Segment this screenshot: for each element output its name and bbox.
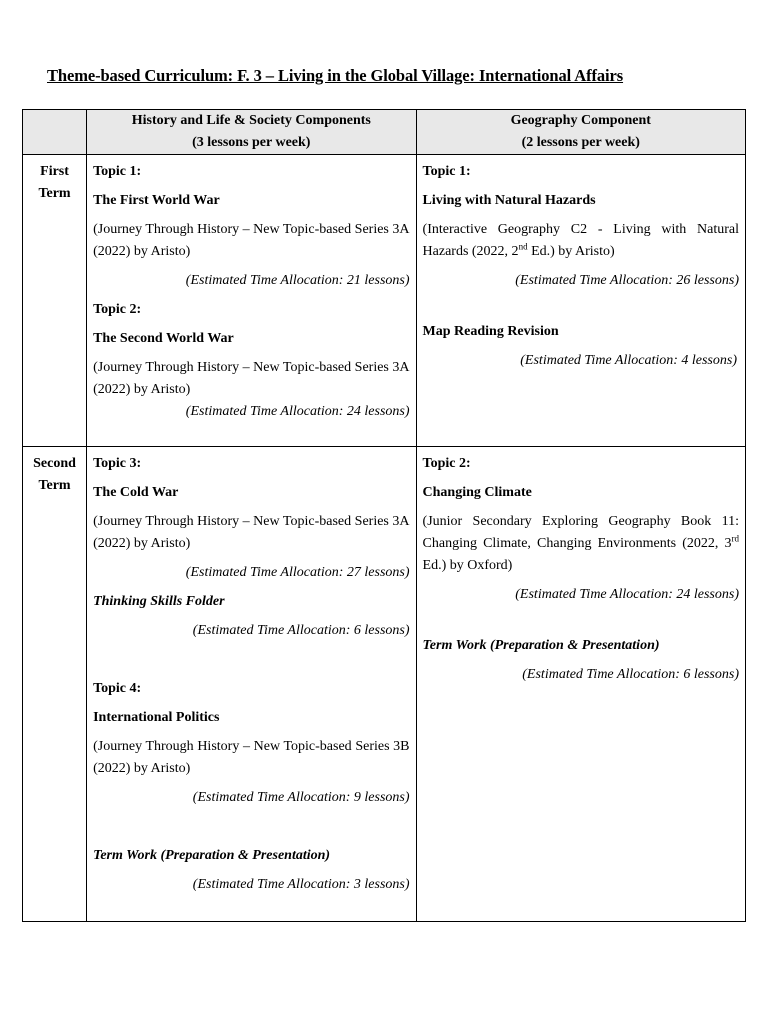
time-allocation: (Estimated Time Allocation: 4 lessons) xyxy=(520,353,737,368)
textbook-text: Ed.) by Oxford) xyxy=(422,558,513,573)
textbook-reference: (Journey Through History – New Topic-based Series 3A (2022) by Aristo) xyxy=(93,222,410,259)
topic-title: The First World War xyxy=(93,193,220,208)
header-geography xyxy=(416,110,745,155)
header-history-title: History and Life & Society Components xyxy=(131,113,371,128)
term-label-line: Term xyxy=(38,186,71,201)
topic-heading: Topic 2: xyxy=(422,456,471,471)
header-empty-cell xyxy=(23,110,87,155)
second-term-label xyxy=(23,447,87,922)
topic-title: Thinking Skills Folder xyxy=(93,594,225,609)
header-history xyxy=(87,110,416,155)
topic-title: The Second World War xyxy=(93,331,234,346)
textbook-reference: (Journey Through History – New Topic-based Series 3A (2022) by Aristo) xyxy=(93,514,410,551)
document-title: Theme-based Curriculum: F. 3 – Living in the Global Village: International Affairs xyxy=(47,66,624,85)
header-geography-lessons: (2 lessons per week) xyxy=(521,135,640,150)
curriculum-table xyxy=(22,109,746,922)
term-label-line: First xyxy=(40,164,69,179)
time-allocation: (Estimated Time Allocation: 9 lessons) xyxy=(192,790,410,805)
second-term-history-cell xyxy=(87,447,416,922)
time-allocation: (Estimated Time Allocation: 26 lessons) xyxy=(515,273,739,288)
time-allocation: (Estimated Time Allocation: 24 lessons) xyxy=(515,587,739,602)
time-allocation: (Estimated Time Allocation: 27 lessons) xyxy=(185,565,410,580)
time-allocation: (Estimated Time Allocation: 24 lessons) xyxy=(185,404,410,419)
second-term-geography-cell xyxy=(416,447,745,922)
first-term-history-cell xyxy=(87,155,416,447)
textbook-text: (Interactive Geography C2 - Living with Natural Hazards (2022, 2 xyxy=(422,222,739,259)
second-term-row xyxy=(23,447,746,922)
header-history-lessons: (3 lessons per week) xyxy=(192,135,311,150)
topic-heading: Topic 1: xyxy=(422,164,471,179)
first-term-label xyxy=(23,155,87,447)
textbook-text: Ed.) by Aristo) xyxy=(527,244,615,259)
topic-title: Changing Climate xyxy=(422,485,532,500)
topic-heading: Topic 2: xyxy=(93,302,142,317)
textbook-reference xyxy=(423,511,739,577)
time-allocation: (Estimated Time Allocation: 3 lessons) xyxy=(192,877,410,892)
first-term-geography-cell xyxy=(416,155,745,447)
edition-suffix: rd xyxy=(731,533,739,544)
term-label-line: Second xyxy=(33,456,76,471)
topic-title: Living with Natural Hazards xyxy=(422,193,596,208)
topic-heading: Topic 3: xyxy=(93,456,142,471)
edition-suffix: nd xyxy=(518,241,528,252)
table-header-row xyxy=(23,110,746,155)
topic-title: Term Work (Preparation & Presentation) xyxy=(93,848,331,863)
time-allocation: (Estimated Time Allocation: 6 lessons) xyxy=(192,623,410,638)
header-geography-title: Geography Component xyxy=(510,113,651,128)
topic-heading: Topic 4: xyxy=(93,681,142,696)
time-allocation: (Estimated Time Allocation: 6 lessons) xyxy=(522,667,739,682)
time-allocation: (Estimated Time Allocation: 21 lessons) xyxy=(185,273,410,288)
textbook-reference xyxy=(423,219,739,263)
topic-title: Map Reading Revision xyxy=(422,324,559,339)
topic-heading: Topic 1: xyxy=(93,164,142,179)
topic-title: International Politics xyxy=(93,710,220,725)
textbook-reference: (Journey Through History – New Topic-based Series 3B (2022) by Aristo) xyxy=(93,739,410,776)
textbook-text: (Junior Secondary Exploring Geography Book 11: Changing Climate, Changing Environments (2022, 3 xyxy=(422,514,739,551)
topic-title: Term Work (Preparation & Presentation) xyxy=(422,638,660,653)
textbook-reference: (Journey Through History – New Topic-based Series 3A (2022) by Aristo) xyxy=(93,360,410,397)
topic-title: The Cold War xyxy=(93,485,179,500)
term-label-line: Term xyxy=(38,478,71,493)
first-term-row xyxy=(23,155,746,447)
